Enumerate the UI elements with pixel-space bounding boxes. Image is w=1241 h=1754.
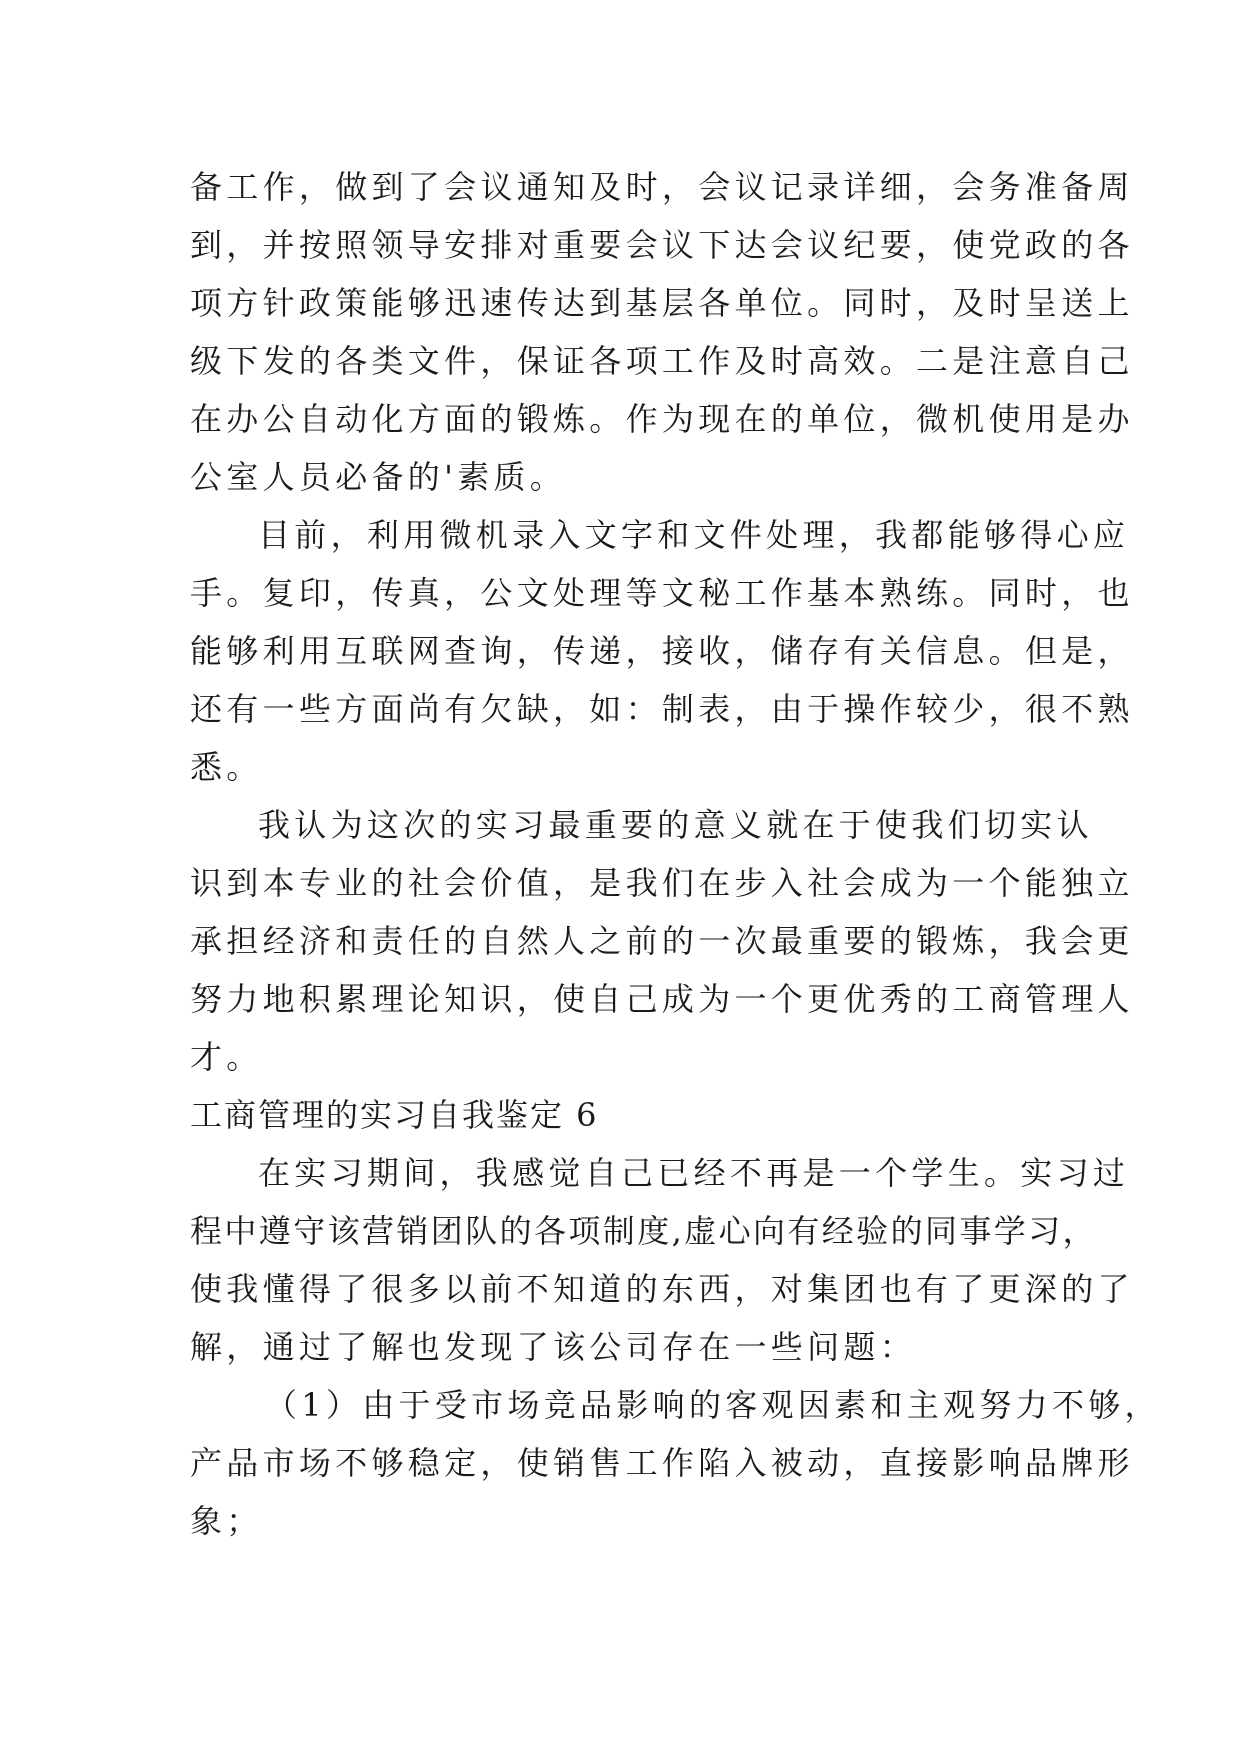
text-line: 还有一些方面尚有欠缺，如：制表，由于操作较少，很不熟 (190, 690, 1134, 728)
text-line: 努力地积累理论知识，使自己成为一个更优秀的工商管理人 (190, 980, 1134, 1018)
text-line: 项方针政策能够迅速传达到基层各单位。同时，及时呈送上 (190, 284, 1134, 322)
text-line: 能够利用互联网查询，传递，接收，储存有关信息。但是， (190, 632, 1134, 670)
text-line: 到，并按照领导安排对重要会议下达会议纪要，使党政的各 (190, 226, 1134, 264)
text-line: 识到本专业的社会价值，是我们在步入社会成为一个能独立 (190, 864, 1134, 902)
text-line: 级下发的各类文件，保证各项工作及时高效。二是注意自己 (190, 342, 1134, 380)
text-line: 产品市场不够稳定，使销售工作陷入被动，直接影响品牌形 (190, 1444, 1134, 1482)
text-line: 程中遵守该营销团队的各项制度,虚心向有经验的同事学习， (190, 1212, 1097, 1250)
paragraph-start-line: 目前，利用微机录入文字和文件处理，我都能够得心应 (258, 516, 1130, 554)
text-line: 才。 (190, 1038, 263, 1076)
text-line: 使我懂得了很多以前不知道的东西，对集团也有了更深的了 (190, 1270, 1134, 1308)
text-line: 悉。 (190, 748, 263, 786)
section-heading: 工商管理的实习自我鉴定 6 (190, 1096, 599, 1134)
document-body (190, 158, 1161, 1550)
text-line: 象； (190, 1502, 263, 1540)
text-line: 在办公自动化方面的锻炼。作为现在的单位，微机使用是办 (190, 400, 1134, 438)
text-line: 承担经济和责任的自然人之前的一次最重要的锻炼，我会更 (190, 922, 1134, 960)
paragraph-start-line: 我认为这次的实习最重要的意义就在于使我们切实认 (258, 806, 1093, 844)
text-line: 备工作，做到了会议通知及时，会议记录详细，会务准备周 (190, 168, 1134, 206)
list-item-line: （1）由于受市场竞品影响的客观因素和主观努力不够， (265, 1386, 1161, 1424)
text-line: 解，通过了解也发现了该公司存在一些问题： (190, 1328, 917, 1366)
paragraph-start-line: 在实习期间，我感觉自己已经不再是一个学生。实习过 (258, 1154, 1130, 1192)
text-line: 手。复印，传真，公文处理等文秘工作基本熟练。同时，也 (190, 574, 1134, 612)
text-line: 公室人员必备的'素质。 (190, 458, 567, 496)
